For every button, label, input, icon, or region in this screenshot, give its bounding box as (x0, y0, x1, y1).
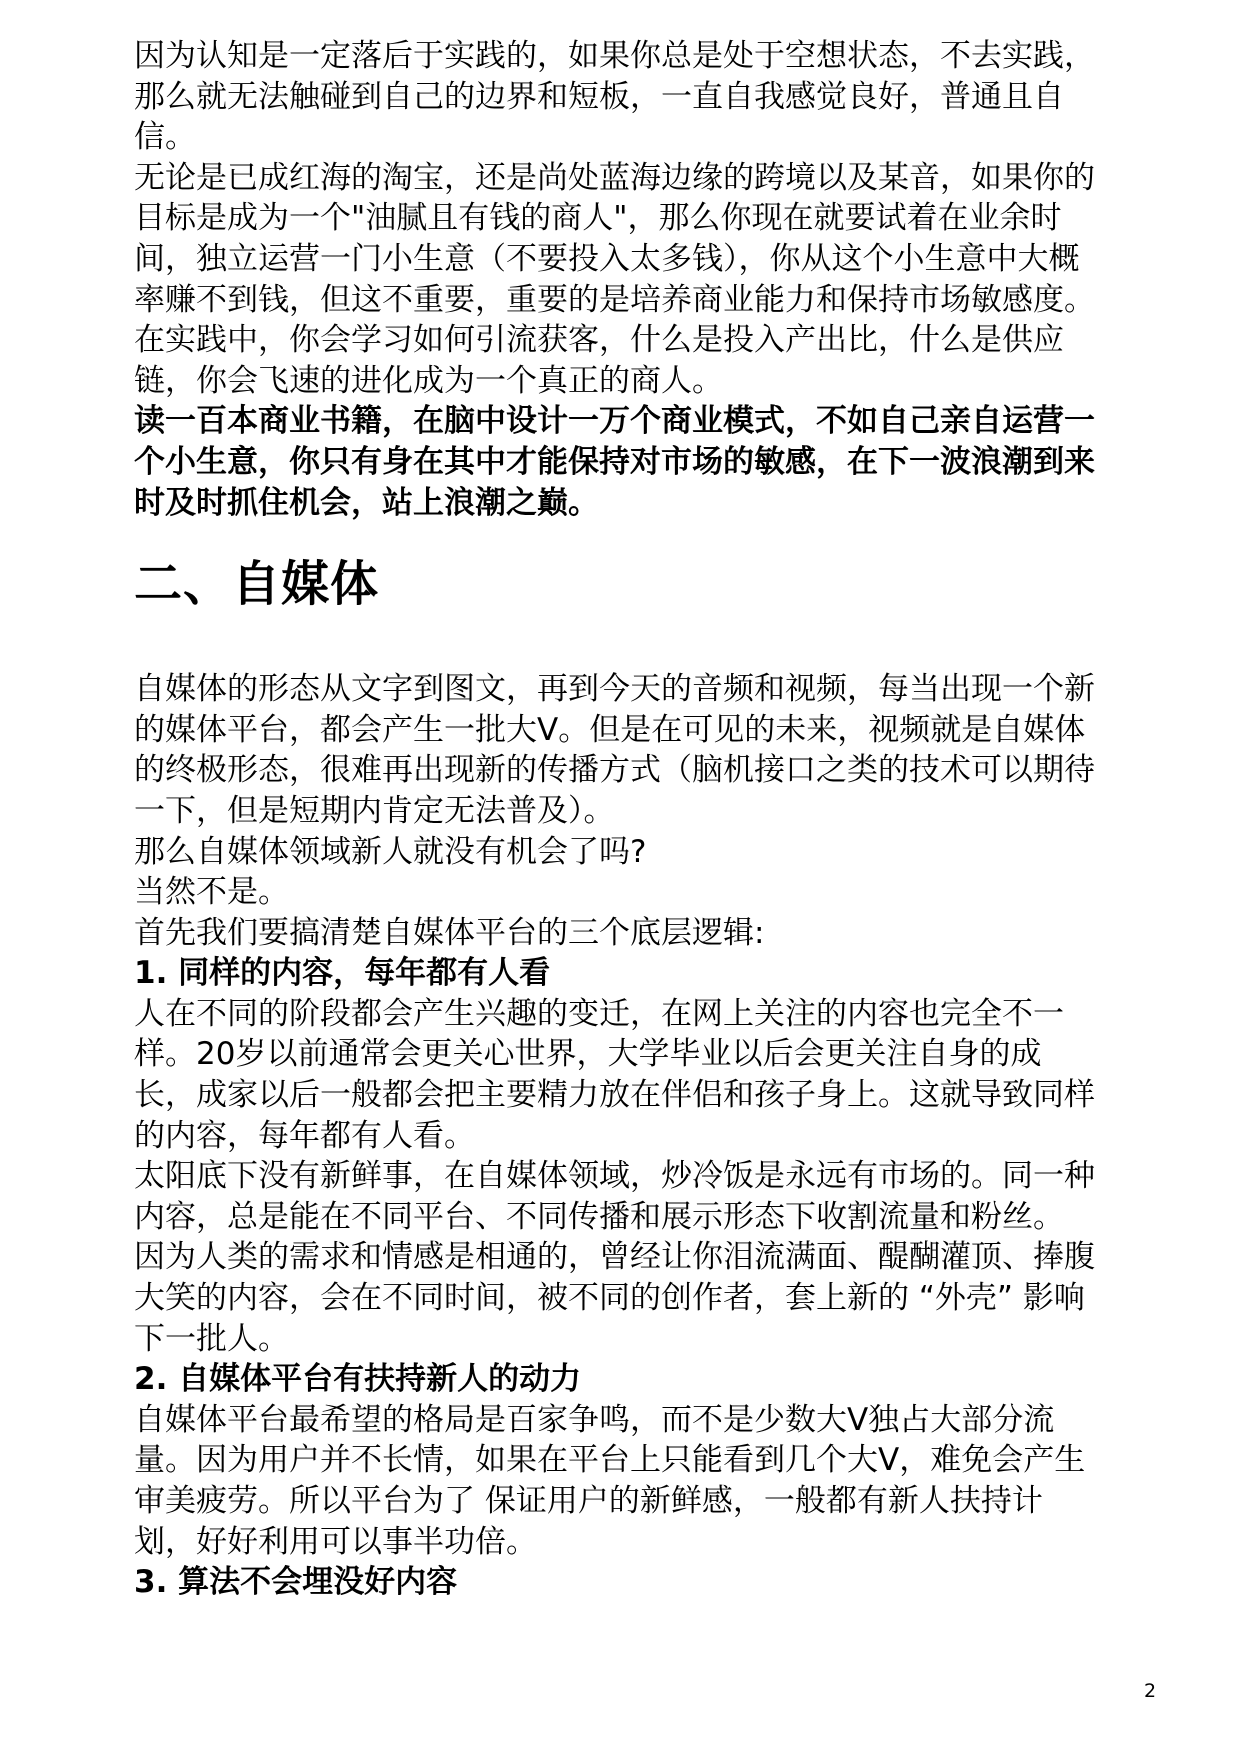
paragraph-interest-change: 人在不同的阶段都会产生兴趣的变迁，在网上关注的内容也完全不一样。20岁以前通常会更关心世界，大学毕业以后会更关注自身的成长，成家以后一般都会把主要精力放在伴侣和孩子身上。这就导致同样的内容，每年都有人看。 (134, 995, 1095, 1154)
document-body (134, 36, 1100, 1603)
paragraph-platform-support: 自媒体平台最希望的格局是百家争鸣，而不是少数大V独占大部分流量。因为用户并不长情，如果在平台上只能看到几个大V，难免会产生审美疲劳。所以平台为了 保证用户的新鲜感，一般都有新人扶持计划，好好利用可以事半功倍。 (134, 1401, 1086, 1560)
paragraph-question: 那么自媒体领域新人就没有机会了吗? (134, 833, 647, 870)
section-heading-self-media: 二、自媒体 (134, 556, 380, 613)
paragraph-answer: 当然不是。 (134, 874, 289, 911)
subheading-point-1: 1. 同样的内容，每年都有人看 (134, 955, 551, 992)
paragraph-nothing-new: 太阳底下没有新鲜事，在自媒体领域，炒冷饭是永远有市场的。同一种内容，总是能在不同平台、不同传播和展示形态下收割流量和粉丝。 (134, 1158, 1095, 1235)
paragraph-practice: 因为认知是一定落后于实践的，如果你总是处于空想状态，不去实践，那么就无法触碰到自己的边界和短板，一直自我感觉良好，普通且自信。 (134, 38, 1095, 156)
subheading-point-3: 3. 算法不会埋没好内容 (134, 1564, 458, 1601)
intro-section (134, 36, 1100, 523)
subheading-point-2: 2. 自媒体平台有扶持新人的动力 (134, 1361, 582, 1398)
paragraph-bold-conclusion: 读一百本商业书籍，在脑中设计一万个商业模式，不如自己亲自运营一个小生意，你只有身在其中才能保持对市场的敏感，在下一波浪潮到来时及时抓住机会，站上浪潮之巅。 (134, 403, 1095, 521)
page-number: 2 (1144, 1680, 1157, 1702)
self-media-section (134, 669, 1100, 1603)
paragraph-three-logics-intro: 首先我们要搞清楚自媒体平台的三个底层逻辑: (134, 914, 765, 951)
paragraph-human-needs: 因为人类的需求和情感是相通的，曾经让你泪流满面、醍醐灌顶、捧腹大笑的内容，会在不同时间，被不同的创作者，套上新的 “外壳” 影响下一批人。 (134, 1239, 1095, 1357)
paragraph-self-media-forms: 自媒体的形态从文字到图文，再到今天的音频和视频，每当出现一个新的媒体平台，都会产生一批大V。但是在可见的未来，视频就是自媒体的终极形态，很难再出现新的传播方式（脑机接口之类的技术可以期待一下，但是短期内肯定无法普及）。 (134, 671, 1095, 829)
paragraph-small-business: 无论是已成红海的淘宝，还是尚处蓝海边缘的跨境以及某音，如果你的目标是成为一个"油腻且有钱的商人"，那么你现在就要试着在业余时间，独立运营一门小生意（不要投入太多钱），你从这个小生意中大概率赚不到钱，但这不重要，重要的是培养商业能力和保持市场敏感度。在实践中，你会学习如何引流获客，什么是投入产出比，什么是供应链，你会飞速的进化成为一个真正的商人。 (134, 159, 1095, 399)
